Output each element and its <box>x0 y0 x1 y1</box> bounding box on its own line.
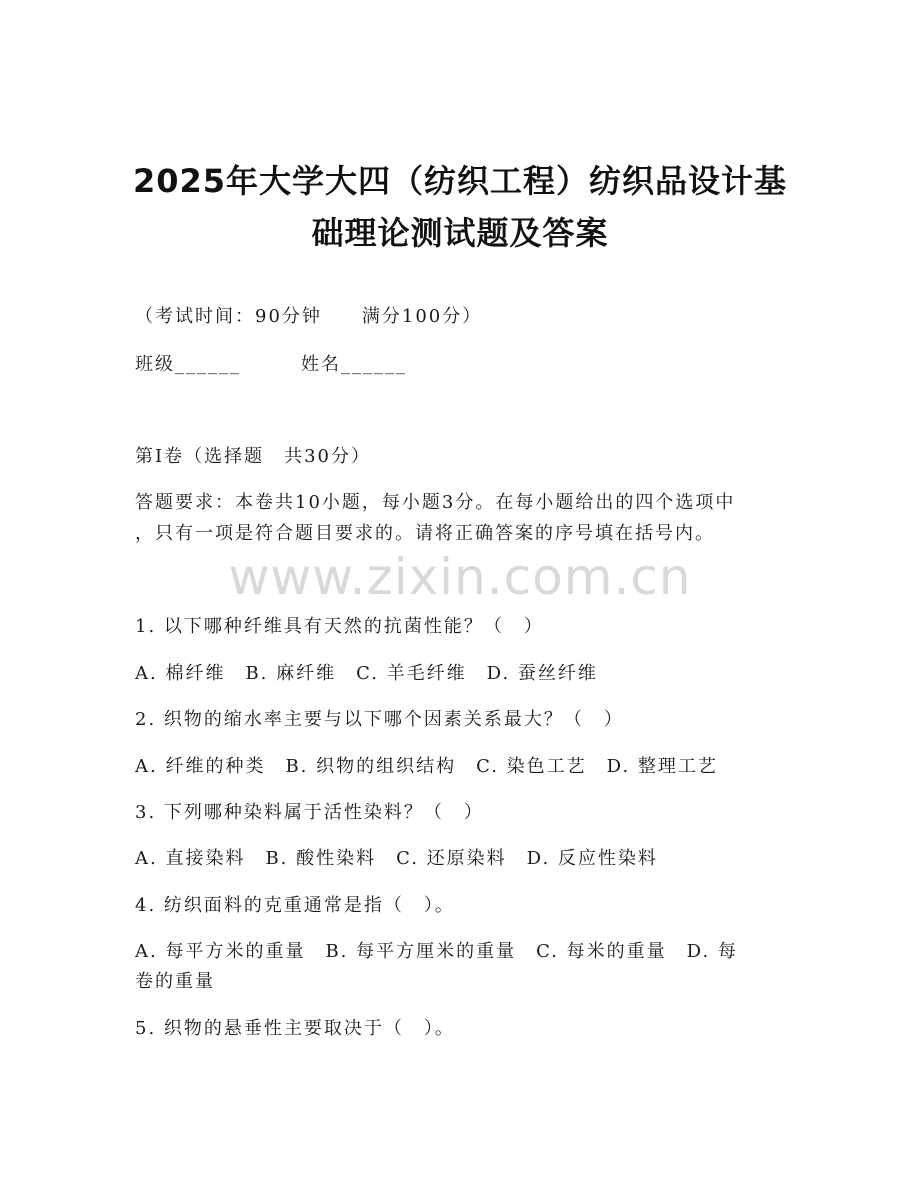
question-4-stem: 4. 纺织面料的克重通常是指（ ）。 <box>135 895 455 916</box>
question-1-stem: 1. 以下哪种纤维具有天然的抗菌性能？（ ） <box>135 616 544 637</box>
question-5-stem: 5. 织物的悬垂性主要取决于（ ）。 <box>135 1018 455 1039</box>
class-name-fields: 班级______ 姓名______ <box>135 354 407 375</box>
document-title-line-1: 2025年大学大四（纺织工程）纺织品设计基 <box>132 162 788 200</box>
question-4-options: A. 每平方米的重量 B. 每平方厘米的重量 C. 每米的重量 D. 每 <box>135 941 738 962</box>
question-4-options-cont: 卷的重量 <box>135 971 215 992</box>
question-1-options: A. 棉纤维 B. 麻纤维 C. 羊毛纤维 D. 蚕丝纤维 <box>135 663 598 684</box>
question-2-options: A. 纤维的种类 B. 织物的组织结构 C. 染色工艺 D. 整理工艺 <box>135 756 718 777</box>
question-3-stem: 3. 下列哪种染料属于活性染料？（ ） <box>135 802 484 823</box>
document-title-line-2: 础理论测试题及答案 <box>311 214 609 252</box>
watermark: www.zixin.com.cn <box>228 548 692 606</box>
question-3-options: A. 直接染料 B. 酸性染料 C. 还原染料 D. 反应性染料 <box>135 848 658 869</box>
question-2-stem: 2. 织物的缩水率主要与以下哪个因素关系最大？（ ） <box>135 709 624 730</box>
exam-info: （考试时间：90分钟 满分100分） <box>135 306 483 327</box>
instructions-line-1: 答题要求：本卷共10小题，每小题3分。在每小题给出的四个选项中 <box>135 492 736 513</box>
section-heading: 第I卷（选择题 共30分） <box>135 446 372 467</box>
instructions-line-2: ，只有一项是符合题目要求的。请将正确答案的序号填在括号内。 <box>135 523 715 544</box>
